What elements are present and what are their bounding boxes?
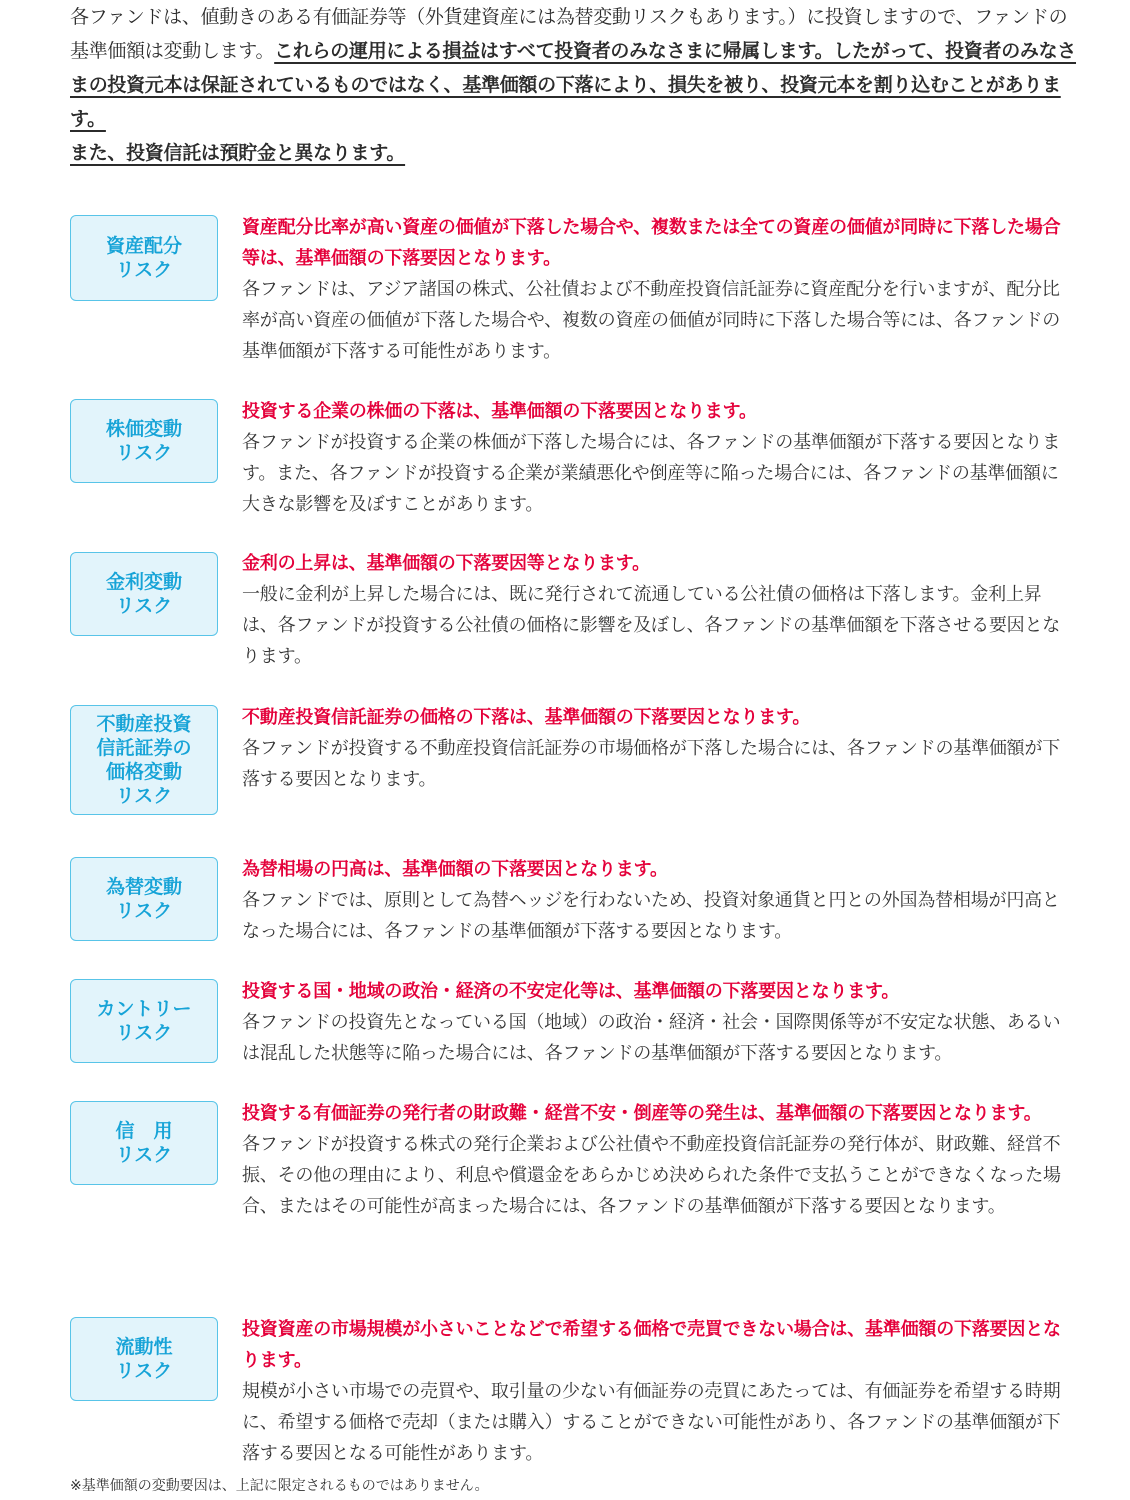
footnote: ※基準価額の変動要因は、上記に限定されるものではありません。 <box>70 1478 489 1494</box>
risk-badge-line: リスク <box>115 1360 173 1382</box>
risk-body: 規模が小さい市場での売買や、取引量の少ない有価証券の売買にあたっては、有価証券を希望する時期に、希望する価格で売却（または購入）することができない可能性があり、各ファンドの基準価額が下落する要因となる可能性があります。 <box>242 1381 1061 1464</box>
risk-badge-line: 信 用 <box>115 1120 173 1142</box>
risk-body: 各ファンドが投資する企業の株価が下落した場合には、各ファンドの基準価額が下落する要因となります。また、各ファンドが投資する企業が業績悪化や倒産等に陥った場合には、各ファンドの基準価額に大きな影響を及ぼすことがあります。 <box>242 432 1061 515</box>
intro-emphasis-text: これらの運用による損益はすべて投資者のみなさまに帰属します。したがって、投資者のみなさまの投資元本は保証されているものではなく、基準価額の下落により、損失を被り、投資元本を割り込むことがあります。 <box>70 40 1077 130</box>
risk-badge-line: 資産配分 <box>105 235 182 257</box>
risk-content <box>242 396 1062 520</box>
risk-badge <box>70 1317 218 1401</box>
risk-content <box>242 702 1062 795</box>
risk-badge <box>70 979 218 1063</box>
risk-headline: 金利の上昇は、基準価額の下落要因等となります。 <box>242 553 650 574</box>
intro-plain-text: 各ファンドは、値動きのある有価証券等（外貨建資産には為替変動リスクもあります。）に投資しますので、ファンドの基準価額は変動します。 <box>70 6 1068 62</box>
risk-headline: 不動産投資信託証券の価格の下落は、基準価額の下落要因となります。 <box>242 707 811 728</box>
risk-headline: 投資する企業の株価の下落は、基準価額の下落要因となります。 <box>242 401 757 422</box>
risk-body: 各ファンドは、アジア諸国の株式、公社債および不動産投資信託証券に資産配分を行いますが、配分比率が高い資産の価値が下落した場合や、複数の資産の価値が同時に下落した場合等には、各ファンドの基準価額が下落する可能性があります。 <box>242 279 1061 362</box>
risk-badge <box>70 552 218 636</box>
risk-content <box>242 854 1062 947</box>
risk-badge-line: リスク <box>115 900 173 922</box>
risk-badge-line: リスク <box>115 442 173 464</box>
intro-paragraph <box>70 0 1080 170</box>
risk-badge-line: 株価変動 <box>105 418 182 440</box>
risk-content <box>242 1098 1062 1222</box>
risk-content <box>242 212 1062 367</box>
risk-content <box>242 548 1062 672</box>
risk-headline: 為替相場の円高は、基準価額の下落要因となります。 <box>242 859 668 880</box>
risk-headline: 投資する有価証券の発行者の財政難・経営不安・倒産等の発生は、基準価額の下落要因となります。 <box>242 1103 1042 1124</box>
risk-badge-line: 金利変動 <box>105 571 182 593</box>
risk-headline: 投資する国・地域の政治・経済の不安定化等は、基準価額の下落要因となります。 <box>242 981 900 1002</box>
risk-badge-line: リスク <box>115 1022 173 1044</box>
risk-badge <box>70 1101 218 1185</box>
risk-badge-line: リスク <box>115 259 173 281</box>
risk-headline: 資産配分比率が高い資産の価値が下落した場合や、複数または全ての資産の価値が同時に下落した場合等は、基準価額の下落要因となります。 <box>242 217 1061 269</box>
risk-badge <box>70 399 218 483</box>
risk-body: 各ファンドが投資する株式の発行企業および公社債や不動産投資信託証券の発行体が、財政難、経営不振、その他の理由により、利息や償還金をあらかじめ決められた条件で支払うことができなくなった場合、またはその可能性が高まった場合には、各ファンドの基準価額が下落する要因となります。 <box>242 1134 1061 1217</box>
risk-badge-line: 流動性 <box>115 1336 173 1358</box>
risk-body: 各ファンドの投資先となっている国（地域）の政治・経済・社会・国際関係等が不安定な状態、あるいは混乱した状態等に陥った場合には、各ファンドの基準価額が下落する要因となります。 <box>242 1012 1061 1064</box>
risk-body: 一般に金利が上昇した場合には、既に発行されて流通している公社債の価格は下落します。金利上昇は、各ファンドが投資する公社債の価格に影響を及ぼし、各ファンドの基準価額を下落させる要因となります。 <box>242 584 1061 667</box>
intro-emphasis-text-2: また、投資信託は預貯金と異なります。 <box>70 142 406 164</box>
risk-body: 各ファンドが投資する不動産投資信託証券の市場価格が下落した場合には、各ファンドの基準価額が下落する要因となります。 <box>242 738 1061 790</box>
risk-badge-line: リスク <box>115 595 173 617</box>
risk-body: 各ファンドでは、原則として為替ヘッジを行わないため、投資対象通貨と円との外国為替相場が円高となった場合には、各ファンドの基準価額が下落する要因となります。 <box>242 890 1060 942</box>
risk-badge-line: 信託証券の <box>96 737 192 759</box>
risk-badge-line: 不動産投資 <box>96 713 192 735</box>
risk-badge <box>70 705 218 815</box>
risk-badge <box>70 215 218 301</box>
risk-headline: 投資資産の市場規模が小さいことなどで希望する価格で売買できない場合は、基準価額の下落要因となります。 <box>242 1319 1061 1371</box>
risk-badge-line: 価格変動 <box>105 761 182 783</box>
risk-badge-line: カントリー <box>96 998 192 1020</box>
risk-badge-line: リスク <box>115 1144 173 1166</box>
risk-content <box>242 976 1062 1069</box>
risk-content <box>242 1314 1062 1469</box>
risk-badge-line: リスク <box>115 785 173 807</box>
risk-badge <box>70 857 218 941</box>
risk-badge-line: 為替変動 <box>105 876 182 898</box>
